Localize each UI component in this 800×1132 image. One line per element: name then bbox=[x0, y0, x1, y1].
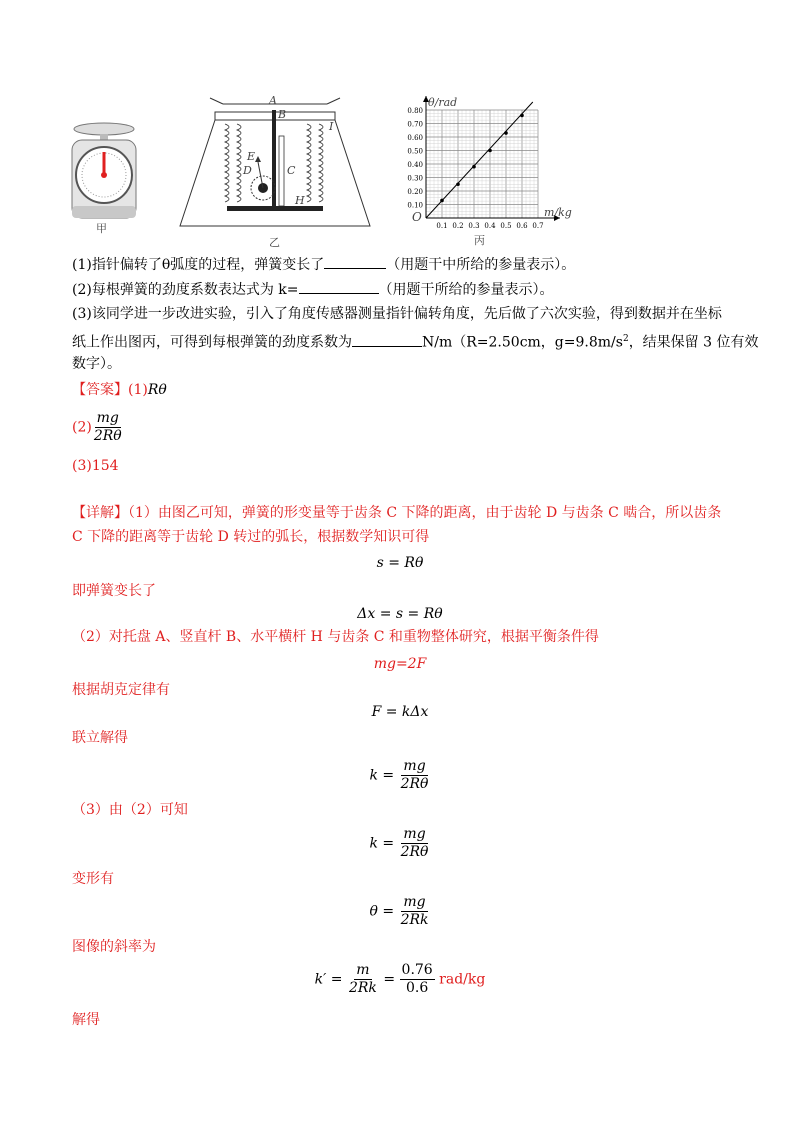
equation-6 bbox=[0, 826, 800, 861]
graph-x-axis-label: m/kg bbox=[544, 206, 572, 219]
answer-2 bbox=[72, 410, 124, 445]
equation-5-numerator: mg bbox=[403, 758, 426, 774]
equation-8-fraction-1 bbox=[347, 962, 379, 997]
equation-8-fraction-2 bbox=[400, 962, 435, 997]
y-tick-label: 0.40 bbox=[407, 161, 423, 169]
y-tick-label: 0.10 bbox=[407, 201, 423, 210]
data-point bbox=[520, 114, 524, 118]
x-tick-label: 0.2 bbox=[452, 222, 464, 230]
answer-label: 【答案】 bbox=[72, 382, 128, 398]
answer-1 bbox=[72, 380, 167, 400]
data-point bbox=[504, 131, 508, 135]
y-tick-label: 0.80 bbox=[407, 107, 423, 115]
data-point bbox=[488, 149, 492, 153]
y-tick-label: 0.20 bbox=[407, 188, 423, 196]
equation-8-numerator-1: m bbox=[356, 962, 370, 978]
q3-exponent: 2 bbox=[622, 334, 629, 344]
equation-8-unit: rad/kg bbox=[439, 971, 486, 988]
detail-p1-line-2: C 下降的距离等于齿轮 D 转过的弧长，根据数学知识可得 bbox=[72, 529, 430, 545]
x-tick-label: 0.3 bbox=[468, 222, 480, 230]
data-point bbox=[440, 199, 444, 203]
x-tick-label: 0.1 bbox=[436, 222, 448, 230]
equation-8-numerator-2: 0.76 bbox=[401, 962, 433, 978]
detail-p8: 图像的斜率为 bbox=[72, 939, 156, 955]
q2-answer-blank[interactable] bbox=[299, 279, 379, 294]
equation-8-lhs: k′ = bbox=[314, 971, 343, 988]
data-point bbox=[456, 182, 460, 186]
question-1 bbox=[72, 254, 575, 275]
q1-tail: （用题干中所给的参量表示）。 bbox=[386, 257, 576, 273]
detail-p3: （2）对托盘 A、竖直杆 B、水平横杆 H 与齿条 C 和重物整体研究，根据平衡条件得 bbox=[72, 629, 599, 645]
equation-7 bbox=[0, 894, 800, 929]
q3-text-a: 纸上作出图丙，可得到每根弹簧的劲度系数为 bbox=[72, 334, 352, 351]
q2-tail: （用题干所给的参量表示）。 bbox=[378, 282, 554, 298]
figure-bing-label: 丙 bbox=[474, 234, 485, 247]
equation-5-lhs: k = bbox=[369, 767, 395, 784]
y-tick-label: 0.60 bbox=[407, 134, 423, 142]
label-I: I bbox=[329, 120, 334, 133]
answer-2-numerator: mg bbox=[96, 410, 119, 426]
question-3-line-2 bbox=[72, 329, 759, 353]
equation-8 bbox=[0, 962, 800, 997]
figure-yi-label: 乙 bbox=[269, 236, 280, 249]
y-tick-label: 0.30 bbox=[407, 174, 423, 183]
q3-text-c: R=2.50cm，g=9.8m/s bbox=[466, 334, 623, 351]
detail-p1-text: （1）由图乙可知，弹簧的形变量等于齿条 C 下降的距离，由于齿轮 D 与齿条 C 啮合，所以齿条 bbox=[128, 505, 722, 521]
equation-5 bbox=[0, 758, 800, 793]
x-tick-label: 0.6 bbox=[516, 222, 528, 230]
equation-3: mg=2F bbox=[373, 656, 427, 672]
label-C: C bbox=[287, 164, 296, 177]
answer-2-prefix: (2) bbox=[72, 419, 92, 436]
q2-text: (2)每根弹簧的劲度系数表达式为 k= bbox=[72, 282, 299, 298]
equation-1: s = Rθ bbox=[376, 555, 424, 571]
equation-4: F = kΔx bbox=[371, 704, 429, 720]
x-tick-label: 0.5 bbox=[500, 222, 512, 230]
figure-jia bbox=[66, 120, 142, 235]
detail-p1-line-1 bbox=[72, 503, 721, 523]
answer-2-fraction bbox=[92, 410, 124, 445]
equation-6-numerator: mg bbox=[403, 826, 426, 842]
data-point bbox=[472, 165, 476, 169]
equation-7-numerator: mg bbox=[403, 894, 426, 910]
equation-8-equals: = bbox=[383, 971, 396, 988]
label-A: A bbox=[269, 94, 277, 107]
equation-6-lhs: k = bbox=[369, 835, 395, 852]
label-D: D bbox=[243, 164, 252, 177]
figure-jia-label: 甲 bbox=[96, 222, 107, 235]
graph-origin-label: O bbox=[412, 210, 422, 224]
label-E: E bbox=[247, 150, 256, 163]
detail-p9: 解得 bbox=[72, 1012, 100, 1028]
equation-2: Δx = s = Rθ bbox=[357, 606, 443, 622]
y-tick-label: 0.50 bbox=[407, 147, 423, 156]
answer-1-expr: Rθ bbox=[147, 382, 167, 398]
equation-8-denominator-2: 0.6 bbox=[405, 980, 429, 996]
detail-p5: 联立解得 bbox=[72, 730, 128, 746]
detail-label: 【详解】 bbox=[72, 505, 128, 521]
detail-p7: 变形有 bbox=[72, 871, 114, 887]
question-2 bbox=[72, 279, 554, 300]
label-B: B bbox=[278, 108, 287, 121]
answer-2-denominator: 2Rθ bbox=[93, 428, 122, 444]
q3-text-b: N/m（ bbox=[422, 334, 467, 351]
graph-y-axis-label: θ/rad bbox=[428, 96, 458, 109]
equation-5-denominator: 2Rθ bbox=[400, 776, 429, 792]
y-tick-label: 0.70 bbox=[407, 120, 423, 129]
detail-p4: 根据胡克定律有 bbox=[72, 682, 170, 698]
spring-apparatus-illustration bbox=[175, 96, 375, 232]
label-H: H bbox=[295, 194, 305, 207]
equation-5-fraction bbox=[399, 758, 431, 793]
answer-1-prefix: (1) bbox=[128, 382, 148, 398]
q3-answer-blank[interactable] bbox=[352, 332, 422, 347]
x-tick-label: 0.7 bbox=[532, 222, 544, 230]
equation-7-lhs: θ = bbox=[369, 903, 395, 920]
answer-3: (3)154 bbox=[72, 458, 119, 474]
q1-text: (1)指针偏转了θ弧度的过程，弹簧变长了 bbox=[72, 257, 325, 273]
equation-8-denominator-1: 2Rk bbox=[348, 980, 377, 996]
figure-bing bbox=[388, 94, 578, 246]
question-3-line-1: (3)该同学进一步改进实验，引入了角度传感器测量指针偏转角度，先后做了六次实验，得到数据并在坐标 bbox=[72, 306, 722, 322]
equation-6-fraction bbox=[399, 826, 431, 861]
detail-p6: （3）由（2）可知 bbox=[72, 802, 188, 818]
equation-7-denominator: 2Rk bbox=[400, 912, 429, 928]
equation-7-fraction bbox=[399, 894, 431, 929]
equation-6-denominator: 2Rθ bbox=[400, 844, 429, 860]
kitchen-scale-illustration bbox=[66, 120, 142, 220]
detail-p2: 即弹簧变长了 bbox=[72, 583, 156, 599]
q1-answer-blank[interactable] bbox=[324, 254, 386, 269]
q3-text-d: ，结果保留 3 位有效 bbox=[628, 334, 759, 351]
x-tick-label: 0.4 bbox=[484, 222, 496, 230]
figure-yi bbox=[175, 94, 375, 249]
question-3-line-3: 数字）。 bbox=[72, 356, 121, 372]
